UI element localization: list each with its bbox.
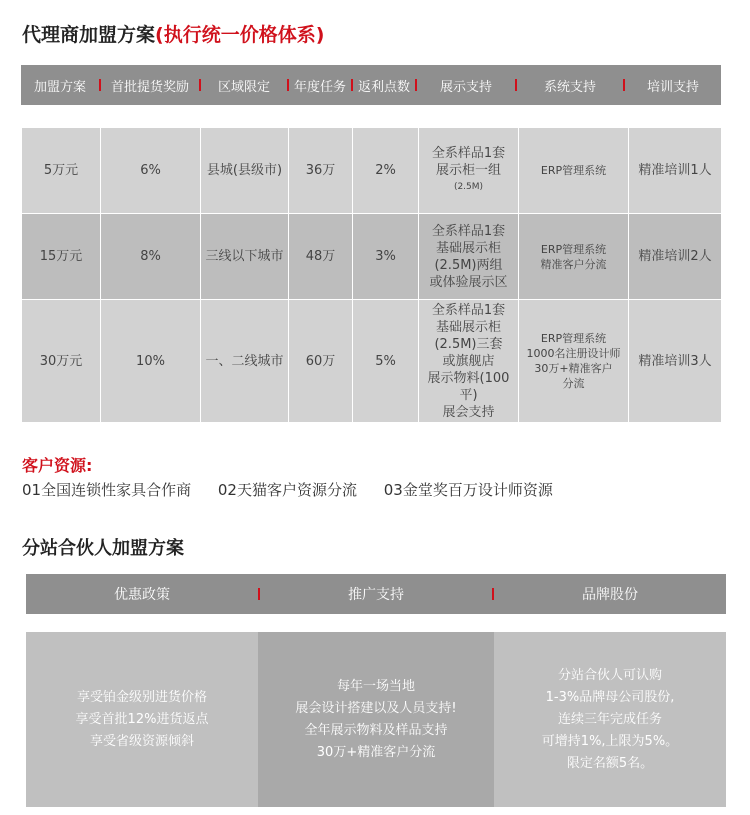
- header-policy: 优惠政策: [114, 587, 170, 603]
- display-line: (2.5M)两组: [434, 257, 503, 273]
- policy-line: 享受省级资源倾斜: [89, 733, 194, 749]
- page-title: [22, 20, 324, 47]
- table-row: [22, 128, 722, 214]
- cell-plan: 5万元: [22, 128, 101, 214]
- customer-resource-item: 02天猫客户资源分流: [217, 481, 357, 499]
- header-display: 展示支持: [439, 79, 492, 95]
- partner-plan-grid: [26, 632, 726, 807]
- system-line: 30万+精准客户: [534, 362, 613, 375]
- display-line: 展示物料(100平): [427, 370, 510, 403]
- cell-rebate: 2%: [353, 128, 419, 214]
- policy-line: 享受首批12%进货返点: [75, 711, 209, 727]
- cell-rebate: 3%: [353, 214, 419, 300]
- promotion-cell: [258, 632, 494, 807]
- cell-training: 精准培训2人: [629, 214, 722, 300]
- table-row: [22, 214, 722, 300]
- display-line: 展示柜一组: [435, 163, 501, 178]
- promotion-line: 30万+精准客户分流: [316, 744, 436, 760]
- cell-task: 48万: [289, 214, 353, 300]
- cell-plan: 15万元: [22, 214, 101, 300]
- cell-reward: 6%: [101, 128, 201, 214]
- promotion-line: 全年展示物料及样品支持: [304, 722, 448, 738]
- header-system: 系统支持: [543, 79, 596, 95]
- customer-resource-item: 01全国连锁性家具合作商: [22, 481, 192, 499]
- display-line: 基础展示柜: [435, 319, 501, 335]
- display-line: 或旗舰店: [442, 353, 495, 369]
- display-line: 全系样品1套: [431, 302, 506, 318]
- cell-reward: 10%: [101, 300, 201, 423]
- display-line: 或体验展示区: [429, 274, 508, 290]
- cell-display: [419, 300, 519, 423]
- header-region: 区域限定: [217, 79, 270, 95]
- title-note: (执行统一价格体系): [155, 24, 325, 46]
- system-line: ERP管理系统: [540, 242, 607, 256]
- cell-training: 精准培训1人: [629, 128, 722, 214]
- agent-plan-table: [21, 127, 722, 423]
- cell-display: [419, 214, 519, 300]
- header-promotion: 推广支持: [348, 587, 404, 603]
- equity-line: 可增持1%,上限为5%。: [541, 733, 679, 749]
- section2-title: 分站合伙人加盟方案: [22, 538, 184, 559]
- cell-rebate: 5%: [353, 300, 419, 423]
- header-training: 培训支持: [646, 79, 699, 95]
- cell-region: 县城(县级市): [201, 128, 289, 214]
- cell-region: 三线以下城市: [201, 214, 289, 300]
- customer-resource-item: 03金堂奖百万设计师资源: [383, 481, 553, 499]
- partner-table-header: [26, 574, 726, 614]
- header-equity: 品牌股份: [582, 587, 638, 603]
- cell-system: [519, 128, 629, 214]
- equity-line: 分站合伙人可认购: [557, 667, 662, 683]
- display-line: 全系样品1套: [431, 146, 506, 161]
- agent-table-header: [21, 65, 721, 105]
- equity-line: 限定名额5名。: [566, 755, 654, 771]
- header-reward: 首批提货奖励: [110, 79, 189, 95]
- cell-display: [419, 128, 519, 214]
- promotion-line: 每年一场当地: [336, 678, 415, 694]
- display-size-note: (2.5M): [453, 182, 484, 192]
- system-line: 1000名注册设计师: [526, 347, 621, 360]
- header-plan: 加盟方案: [33, 79, 86, 95]
- cell-region: 一、二线城市: [201, 300, 289, 423]
- cell-plan: 30万元: [22, 300, 101, 423]
- display-line: 基础展示柜: [435, 240, 501, 256]
- cell-task: 60万: [289, 300, 353, 423]
- customer-resources-list: [22, 479, 575, 500]
- policy-line: 享受铂金级别进货价格: [76, 689, 207, 705]
- cell-task: 36万: [289, 128, 353, 214]
- header-task: 年度任务: [293, 79, 346, 95]
- system-line: ERP管理系统: [540, 164, 607, 177]
- cell-system: [519, 300, 629, 423]
- table-row: [22, 300, 722, 423]
- customer-resources-title: 客户资源:: [22, 456, 93, 475]
- display-line: (2.5M)三套: [434, 336, 503, 352]
- equity-line: 连续三年完成任务: [557, 711, 662, 727]
- system-line: ERP管理系统: [540, 332, 607, 345]
- equity-cell: [494, 632, 726, 807]
- policy-cell: [26, 632, 258, 807]
- promotion-line: 展会设计搭建以及人员支持!: [295, 700, 457, 716]
- system-line: 分流: [562, 377, 585, 390]
- equity-line: 1-3%品牌母公司股份,: [545, 689, 675, 705]
- cell-training: 精准培训3人: [629, 300, 722, 423]
- system-line: 精准客户分流: [540, 257, 607, 271]
- cell-reward: 8%: [101, 214, 201, 300]
- title-main: 代理商加盟方案: [22, 24, 156, 46]
- cell-system: [519, 214, 629, 300]
- header-rebate: 返利点数: [357, 79, 410, 95]
- display-line: 全系样品1套: [431, 223, 506, 239]
- display-line: 展会支持: [442, 404, 495, 420]
